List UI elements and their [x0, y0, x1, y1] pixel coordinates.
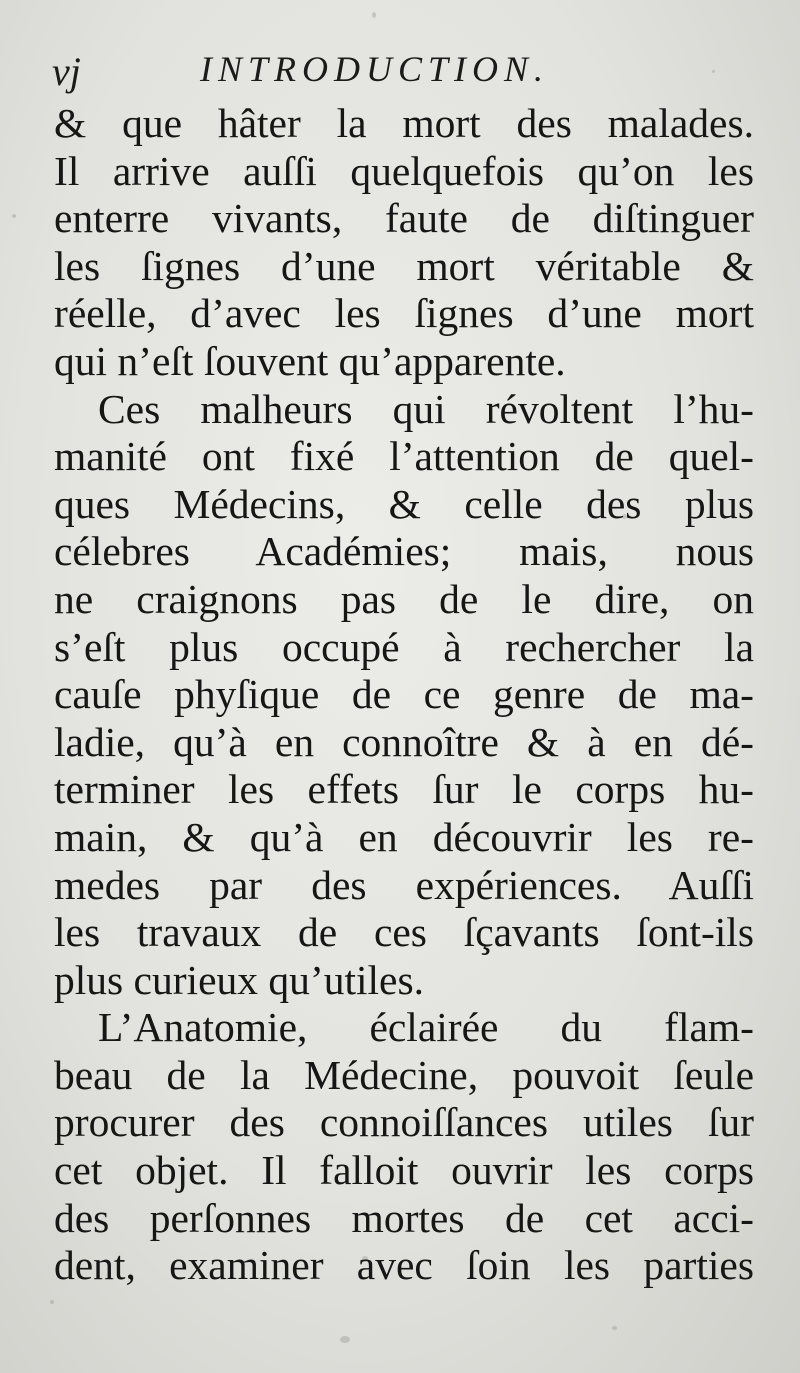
- text-line: les travaux de ces ſçavants ſont-ils: [54, 909, 754, 956]
- text-line: procurer des connoiſſances utiles ſur: [54, 1099, 754, 1146]
- body-text: [54, 100, 754, 1290]
- text-line: Ces malheurs qui révoltent l’hu-: [98, 385, 754, 432]
- text-line: beau de la Médecine, pouvoit ſeule: [54, 1051, 754, 1098]
- text-line: les ſignes d’une mort véritable &: [54, 242, 754, 289]
- text-line: & que hâter la mort des malades.: [54, 100, 754, 146]
- text-line: ladie, qu’à en connoître & à en dé-: [54, 718, 754, 765]
- text-line: medes par des expériences. Auſſi: [54, 861, 754, 908]
- text-line: manité ont fixé l’attention de quel-: [54, 433, 754, 480]
- text-line: main, & qu’à en découvrir les re-: [54, 813, 754, 860]
- text-line: plus curieux qu’utiles.: [54, 956, 424, 1003]
- text-line: enterre vivants, faute de diſtinguer: [54, 195, 754, 242]
- text-line: L’Anatomie, éclairée du flam-: [98, 1004, 754, 1051]
- text-line: réelle, d’avec les ſignes d’une mort: [54, 290, 754, 337]
- text-line: cauſe phyſique de ce genre de ma-: [54, 671, 754, 718]
- text-line: des perſonnes mortes de cet acci-: [54, 1194, 754, 1241]
- running-title: INTRODUCTION.: [200, 49, 550, 89]
- text-line: célebres Académies; mais, nous: [54, 528, 754, 575]
- text-line: terminer les effets ſur le corps hu-: [54, 766, 754, 813]
- text-line: Il arrive auſſi quelquefois qu’on les: [54, 147, 754, 194]
- text-line: qui n’eſt ſouvent qu’apparente.: [54, 337, 566, 384]
- text-line: s’eſt plus occupé à rechercher la: [54, 623, 754, 670]
- text-line: dent, examiner avec ſoin les parties: [54, 1242, 754, 1289]
- page-header: [52, 48, 752, 98]
- text-line: ne craignons pas de le dire, on: [54, 575, 754, 622]
- page-number: vj: [52, 49, 81, 94]
- text-line: cet objet. Il falloit ouvrir les corps: [54, 1147, 754, 1194]
- text-line: ques Médecins, & celle des plus: [54, 480, 754, 527]
